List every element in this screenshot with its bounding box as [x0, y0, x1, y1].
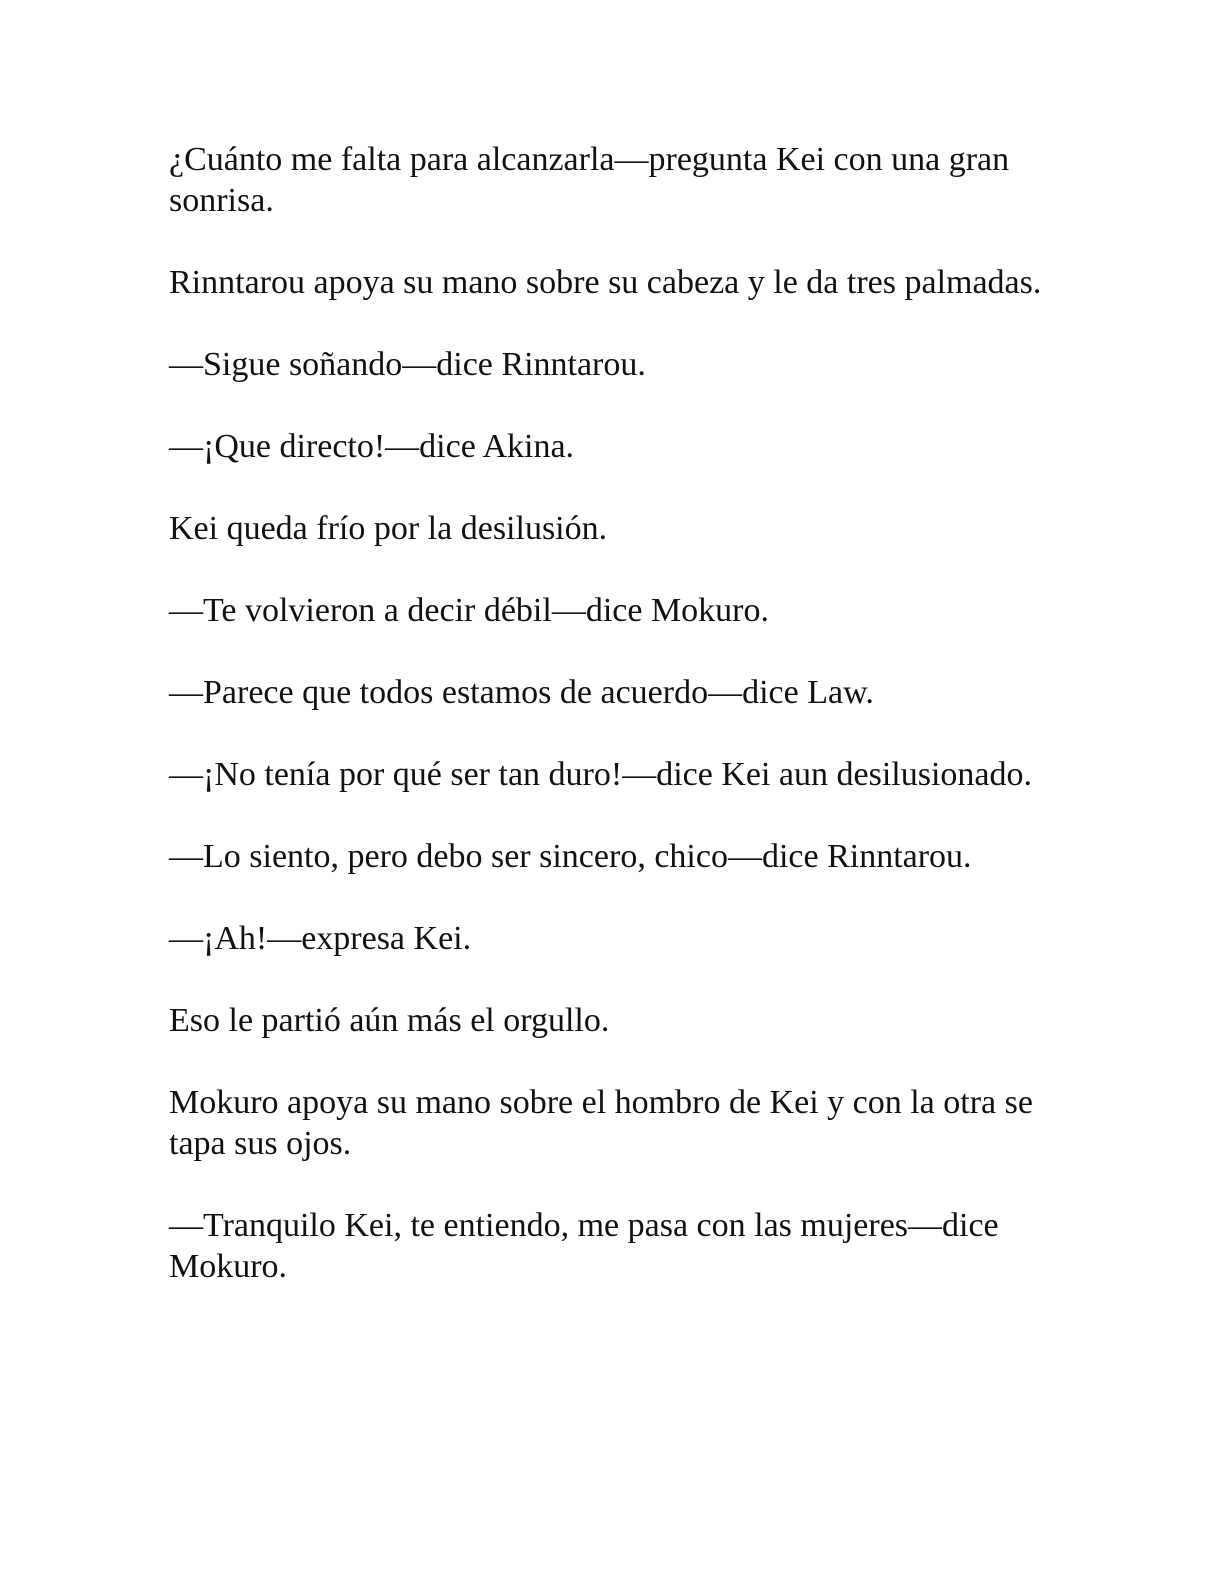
paragraph: Eso le partió aún más el orgullo.: [169, 1002, 610, 1039]
paragraph: —Tranquilo Kei, te entiendo, me pasa con las mujeres—dice Mokuro.: [169, 1207, 999, 1285]
paragraph: —Lo siento, pero debo ser sincero, chico—dice Rinntarou.: [169, 838, 972, 875]
body-text: [169, 139, 1069, 1328]
paragraph: —¡Ah!—expresa Kei.: [169, 920, 472, 957]
paragraph: —Te volvieron a decir débil—dice Mokuro.: [169, 592, 769, 629]
paragraph: —Sigue soñando—dice Rinntarou.: [169, 346, 646, 383]
paragraph: ¿Cuánto me falta para alcanzarla—pregunta Kei con una gran sonrisa.: [169, 141, 1010, 219]
paragraph: —Parece que todos estamos de acuerdo—dice Law.: [169, 674, 874, 711]
paragraph: Rinntarou apoya su mano sobre su cabeza y le da tres palmadas.: [169, 264, 1042, 301]
paragraph: Mokuro apoya su mano sobre el hombro de Kei y con la otra se tapa sus ojos.: [169, 1084, 1033, 1162]
paragraph: Kei queda frío por la desilusión.: [169, 510, 608, 547]
paragraph: —¡No tenía por qué ser tan duro!—dice Kei aun desilusionado.: [169, 756, 1032, 793]
paragraph: —¡Que directo!—dice Akina.: [169, 428, 575, 465]
